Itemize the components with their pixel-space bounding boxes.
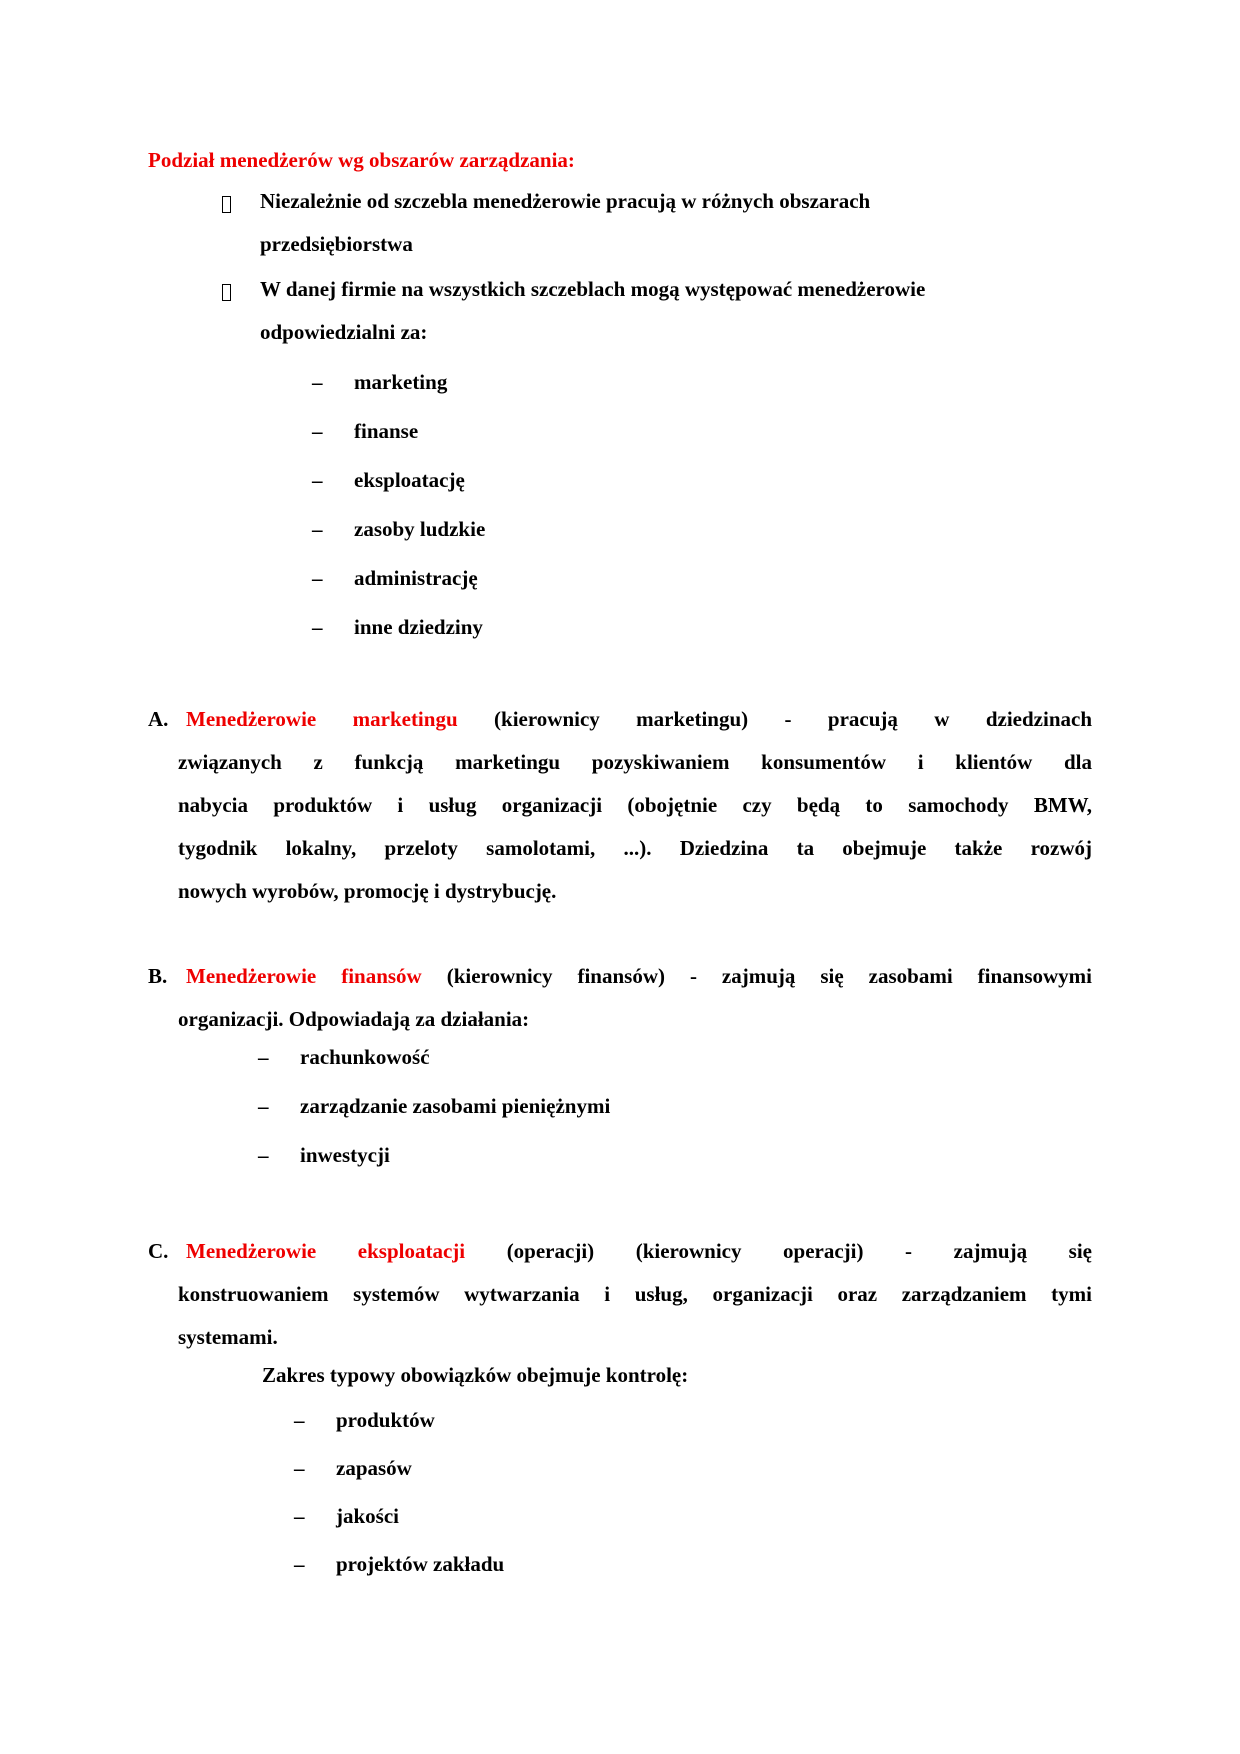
intro-bullet-1-text: [260, 180, 1100, 266]
finance-item-label: inwestycji: [300, 1143, 390, 1167]
dash-bullet-icon: –: [312, 566, 323, 590]
area-label: eksploatację: [354, 468, 465, 492]
operations-item-label: produktów: [336, 1408, 435, 1432]
intro-bullet-2-line-2: odpowiedzialni za:: [260, 320, 428, 344]
area-label: administrację: [354, 566, 478, 590]
operations-sub-intro: Zakres typowy obowiązków obejmuje kontrolę:: [262, 1363, 689, 1387]
section-b-line-1-rest: (kierownicy finansów) - zajmują się zasobami finansowymi: [446, 964, 1093, 988]
operations-item-label: projektów zakładu: [336, 1552, 505, 1576]
dash-bullet-icon: –: [294, 1552, 305, 1576]
finance-item-label: rachunkowość: [300, 1045, 430, 1069]
section-a-line-5: nowych wyrobów, promocję i dystrybucję.: [178, 879, 557, 903]
intro-bullet-2-text: [260, 268, 1100, 354]
page-heading: Podział menedżerów wg obszarów zarządzania:: [148, 148, 575, 172]
dash-bullet-icon: –: [312, 615, 323, 639]
missing-glyph-bullet-icon: [222, 284, 231, 301]
section-a-line-3: nabycia produktów i usług organizacji (obojętnie czy będą to samochody BMW,: [178, 793, 1092, 817]
dash-bullet-icon: –: [294, 1504, 305, 1528]
section-title-word: Menedżerowie: [186, 707, 317, 731]
section-marker: C.: [148, 1239, 169, 1263]
section-marker: B.: [148, 964, 168, 988]
dash-bullet-icon: –: [258, 1143, 269, 1167]
section-title-word: eksploatacji: [357, 1239, 466, 1263]
dash-bullet-icon: –: [312, 517, 323, 541]
section-c-line-1: [186, 1230, 1092, 1273]
dash-bullet-icon: –: [312, 468, 323, 492]
intro-bullet-1-line-1: Niezależnie od szczebla menedżerowie pracują w różnych obszarach: [260, 189, 871, 213]
dash-bullet-icon: –: [294, 1456, 305, 1480]
dash-bullet-icon: –: [258, 1094, 269, 1118]
dash-bullet-icon: –: [312, 419, 323, 443]
section-title-word: marketingu: [352, 707, 458, 731]
missing-glyph-bullet-icon: [222, 196, 231, 213]
section-b-line-2: organizacji. Odpowiadają za działania:: [178, 1007, 530, 1031]
intro-bullet-1-line-2: przedsiębiorstwa: [260, 232, 413, 256]
finance-item-label: zarządzanie zasobami pieniężnymi: [300, 1094, 611, 1118]
area-label: marketing: [354, 370, 448, 394]
section-title: Menedżerowie finansów: [186, 964, 422, 988]
dash-bullet-icon: –: [294, 1408, 305, 1432]
operations-item-label: zapasów: [336, 1456, 412, 1480]
area-label: zasoby ludzkie: [354, 517, 486, 541]
dash-bullet-icon: –: [258, 1045, 269, 1069]
section-a-line-1-rest: (kierownicy marketingu) - pracują w dziedzinach: [494, 707, 1093, 731]
dash-bullet-icon: –: [312, 370, 323, 394]
section-b-line-1: [186, 955, 1092, 998]
section-c-line-3: systemami.: [178, 1325, 278, 1349]
intro-bullet-2-line-1: W danej firmie na wszystkich szczeblach mogą występować menedżerowie: [260, 277, 926, 301]
section-a-line-4: tygodnik lokalny, przeloty samolotami, ...). Dziedzina ta obejmuje także rozwój: [178, 836, 1092, 860]
area-label: finanse: [354, 419, 419, 443]
section-c-line-2: konstruowaniem systemów wytwarzania i usług, organizacji oraz zarządzaniem tymi: [178, 1282, 1092, 1306]
section-marker: A.: [148, 707, 169, 731]
area-label: inne dziedziny: [354, 615, 483, 639]
section-title-word: Menedżerowie: [186, 1239, 317, 1263]
section-c-line-1-rest: (operacji) (kierownicy operacji) - zajmują się: [506, 1239, 1092, 1263]
operations-item-label: jakości: [336, 1504, 399, 1528]
section-a-line-2: związanych z funkcją marketingu pozyskiwaniem konsumentów i klientów dla: [178, 750, 1092, 774]
section-a-line-1: [186, 698, 1092, 741]
